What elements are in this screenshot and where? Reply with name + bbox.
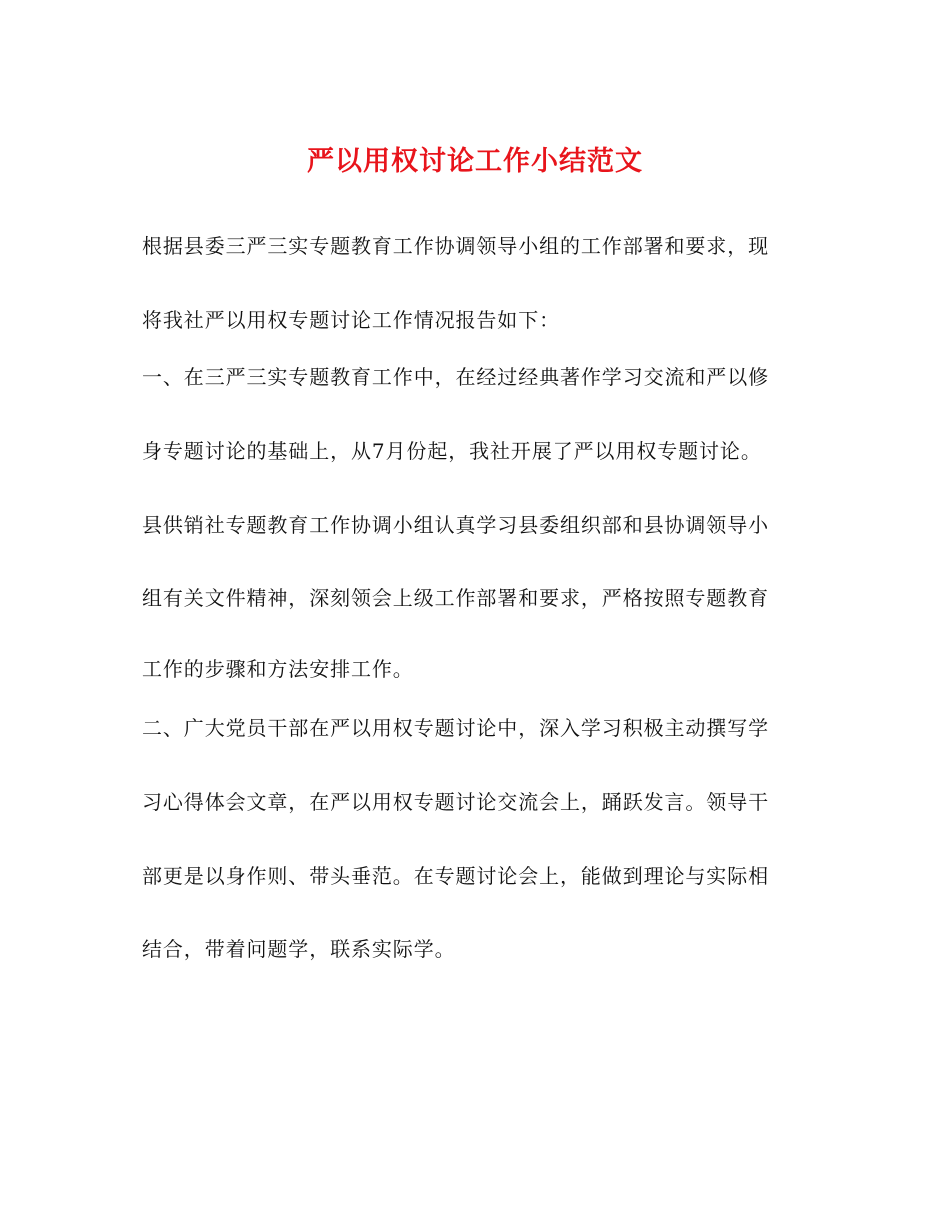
body-line: 二、广大党员干部在严以用权专题讨论中，深入学习积极主动撰写学 [142, 716, 769, 740]
body-line: 将我社严以用权专题讨论工作情况报告如下： [142, 308, 560, 332]
body-line: 县供销社专题教育工作协调小组认真学习县委组织部和县协调领导小 [142, 513, 769, 537]
body-line: 组有关文件精神，深刻领会上级工作部署和要求，严格按照专题教育 [142, 586, 769, 610]
body-line: 结合，带着问题学，联系实际学。 [142, 937, 456, 961]
document-title: 严以用权讨论工作小结范文 [307, 146, 643, 177]
body-line: 习心得体会文章，在严以用权专题讨论交流会上，踊跃发言。领导干 [142, 790, 769, 814]
body-line: 根据县委三严三实专题教育工作协调领导小组的工作部署和要求，现 [142, 234, 769, 258]
body-line: 一、在三严三实专题教育工作中，在经过经典著作学习交流和严以修 [142, 365, 769, 389]
body-line: 部更是以身作则、带头垂范。在专题讨论会上，能做到理论与实际相 [142, 864, 769, 888]
body-line: 身专题讨论的基础上，从7月份起，我社开展了严以用权专题讨论。 [142, 439, 762, 463]
body-line: 工作的步骤和方法安排工作。 [142, 657, 414, 681]
